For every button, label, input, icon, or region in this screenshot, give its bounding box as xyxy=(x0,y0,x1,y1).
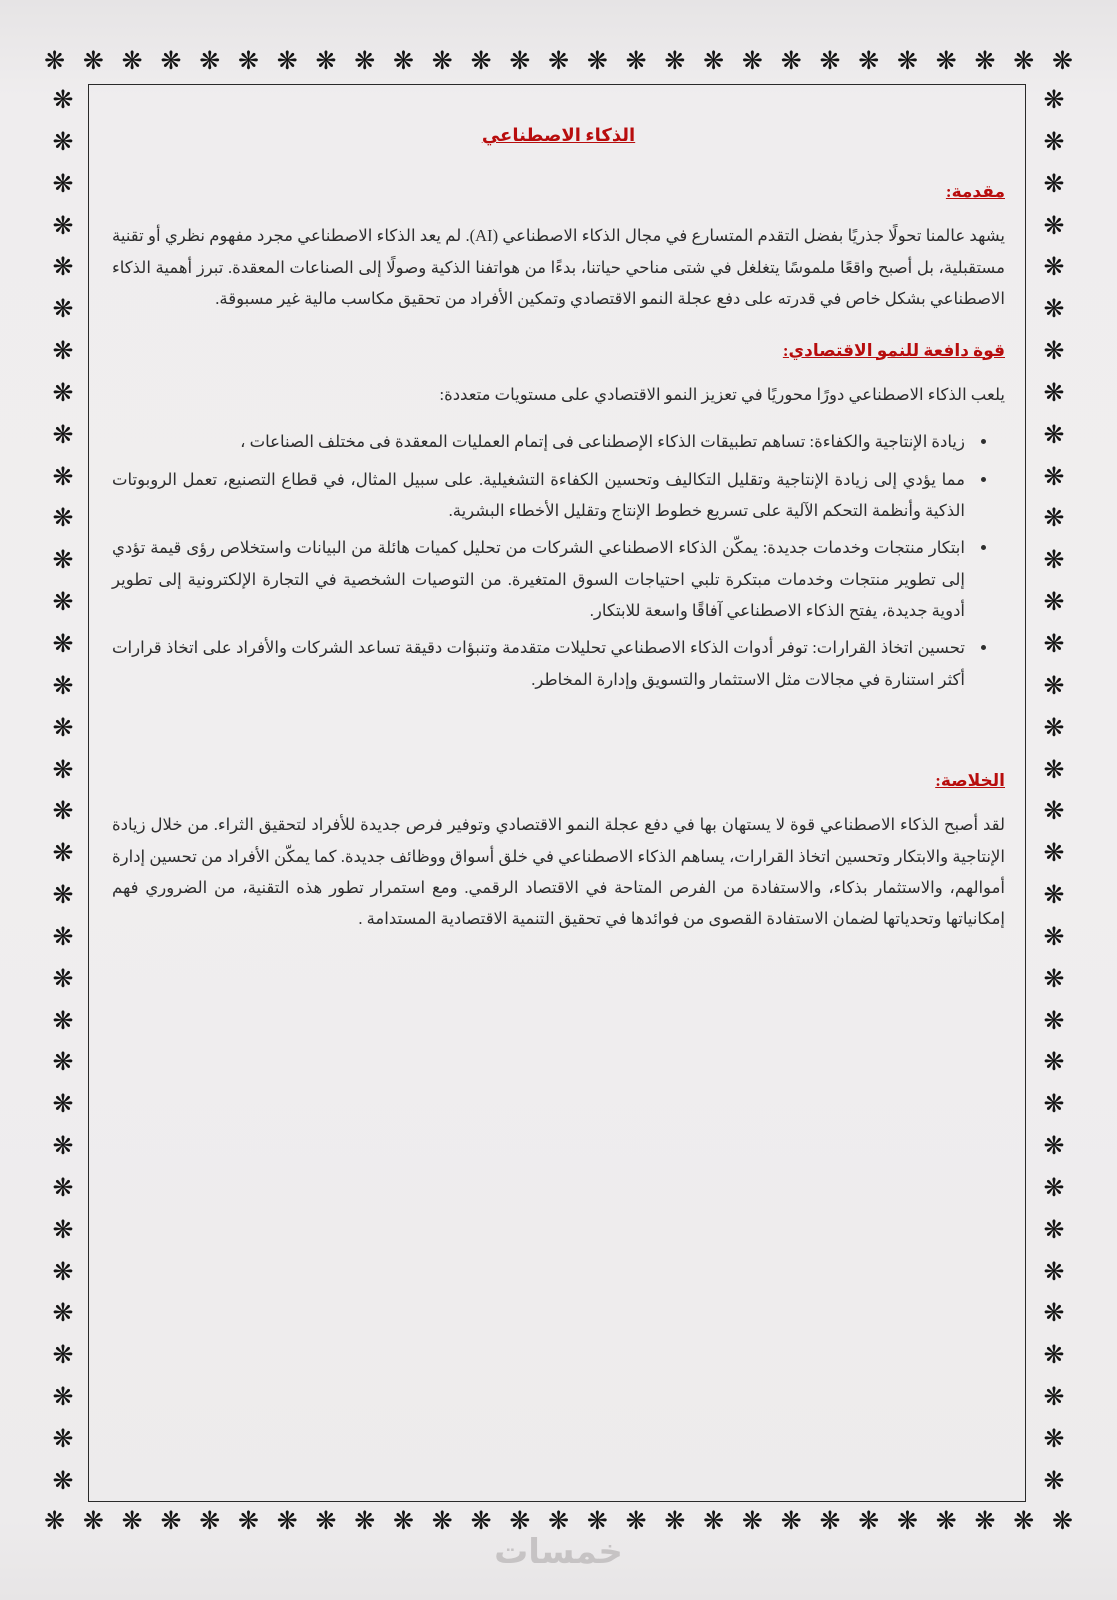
flower-ornament-icon: ❋ xyxy=(548,47,570,75)
flower-ornament-icon: ❋ xyxy=(199,47,221,75)
flower-ornament-icon: ❋ xyxy=(52,1467,74,1495)
flower-ornament-icon: ❋ xyxy=(1043,547,1065,575)
flower-ornament-icon: ❋ xyxy=(431,47,453,75)
flower-ornament-icon: ❋ xyxy=(1043,1049,1065,1077)
flower-ornament-icon: ❋ xyxy=(1043,505,1065,533)
flower-ornament-icon: ❋ xyxy=(625,1507,647,1535)
flower-ornament-icon: ❋ xyxy=(1043,254,1065,282)
flower-ornament-icon: ❋ xyxy=(52,630,74,658)
flower-ornament-icon: ❋ xyxy=(52,547,74,575)
flower-ornament-icon: ❋ xyxy=(819,47,841,75)
flower-ornament-icon: ❋ xyxy=(52,87,74,114)
list-item: • مما يؤدي إلى زيادة الإنتاجية وتقليل التكاليف وتحسين الكفاءة التشغيلية. على سبيل المثال، في قطاع التصنيع، تعمل الروبوتات الذكية وأنظمة التحكم الآلية على تسريع خطوط الإنتاج وتقليل الأخطاء البشرية. xyxy=(112,464,969,527)
flower-ornament-icon: ❋ xyxy=(548,1507,570,1535)
watermark-logo: خمسات xyxy=(494,1534,623,1571)
flower-ornament-icon: ❋ xyxy=(1043,463,1065,491)
flower-ornament-icon: ❋ xyxy=(741,47,763,75)
flower-ornament-icon: ❋ xyxy=(1043,589,1065,617)
flower-ornament-icon: ❋ xyxy=(1043,379,1065,407)
flower-ornament-icon: ❋ xyxy=(121,1507,143,1535)
flower-ornament-icon: ❋ xyxy=(974,47,996,75)
flower-ornament-icon: ❋ xyxy=(52,923,74,951)
flower-ornament-icon: ❋ xyxy=(52,714,74,742)
flower-ornament-icon: ❋ xyxy=(354,1507,376,1535)
flower-ornament-icon: ❋ xyxy=(1052,1507,1073,1535)
flower-ornament-icon: ❋ xyxy=(52,338,74,366)
flower-ornament-icon: ❋ xyxy=(237,1507,259,1535)
flower-ornament-icon: ❋ xyxy=(44,1507,66,1535)
flower-ornament-icon: ❋ xyxy=(52,1216,74,1244)
flower-ornament-icon: ❋ xyxy=(1043,882,1065,910)
flower-ornament-icon: ❋ xyxy=(1043,212,1065,240)
flower-ornament-icon: ❋ xyxy=(586,1507,608,1535)
flower-ornament-icon: ❋ xyxy=(1043,1342,1065,1370)
ornament-border-right xyxy=(1039,88,1069,1494)
flower-ornament-icon: ❋ xyxy=(82,1507,104,1535)
flower-ornament-icon: ❋ xyxy=(52,170,74,198)
flower-ornament-icon: ❋ xyxy=(52,798,74,826)
flower-ornament-icon: ❋ xyxy=(935,47,957,75)
flower-ornament-icon: ❋ xyxy=(470,1507,492,1535)
flower-ornament-icon: ❋ xyxy=(1013,47,1035,75)
flower-ornament-icon: ❋ xyxy=(858,1507,880,1535)
heading-intro: مقدمة: xyxy=(945,182,1005,202)
flower-ornament-icon: ❋ xyxy=(1043,87,1065,114)
list-item: • زيادة الإنتاجية والكفاءة: تساهم تطبيقات الذكاء الإصطناعى فى إتمام العمليات المعقدة فى مختلف الصناعات ، xyxy=(112,426,969,457)
flower-ornament-icon: ❋ xyxy=(1043,1007,1065,1035)
flower-ornament-icon: ❋ xyxy=(52,1342,74,1370)
flower-ornament-icon: ❋ xyxy=(1043,338,1065,366)
flower-ornament-icon: ❋ xyxy=(52,212,74,240)
flower-ornament-icon: ❋ xyxy=(52,965,74,993)
flower-ornament-icon: ❋ xyxy=(1043,1091,1065,1119)
flower-ornament-icon: ❋ xyxy=(819,1507,841,1535)
flower-ornament-icon: ❋ xyxy=(315,1507,337,1535)
flower-ornament-icon: ❋ xyxy=(470,47,492,75)
flower-ornament-icon: ❋ xyxy=(1043,1258,1065,1286)
flower-ornament-icon: ❋ xyxy=(160,1507,182,1535)
flower-ornament-icon: ❋ xyxy=(935,1507,957,1535)
flower-ornament-icon: ❋ xyxy=(586,47,608,75)
flower-ornament-icon: ❋ xyxy=(354,47,376,75)
flower-ornament-icon: ❋ xyxy=(1013,1507,1035,1535)
flower-ornament-icon: ❋ xyxy=(315,47,337,75)
flower-ornament-icon: ❋ xyxy=(974,1507,996,1535)
flower-ornament-icon: ❋ xyxy=(52,1091,74,1119)
flower-ornament-icon: ❋ xyxy=(1043,1384,1065,1412)
flower-ornament-icon: ❋ xyxy=(896,1507,918,1535)
flower-ornament-icon: ❋ xyxy=(52,1300,74,1328)
flower-ornament-icon: ❋ xyxy=(780,1507,802,1535)
flower-ornament-icon: ❋ xyxy=(52,840,74,868)
list-item: • تحسين اتخاذ القرارات: توفر أدوات الذكاء الاصطناعي تحليلات متقدمة وتنبؤات دقيقة تساعد الشركات والأفراد على اتخاذ قرارات أكثر استنارة في مجالات مثل الاستثمار والتسويق وإدارة المخاطر. xyxy=(112,632,969,695)
flower-ornament-icon: ❋ xyxy=(52,296,74,324)
flower-ornament-icon: ❋ xyxy=(431,1507,453,1535)
flower-ornament-icon: ❋ xyxy=(1043,1216,1065,1244)
flower-ornament-icon: ❋ xyxy=(1043,1300,1065,1328)
document-content xyxy=(112,118,1005,943)
flower-ornament-icon: ❋ xyxy=(82,47,104,75)
flower-ornament-icon: ❋ xyxy=(52,1258,74,1286)
flower-ornament-icon: ❋ xyxy=(1043,1467,1065,1495)
flower-ornament-icon: ❋ xyxy=(509,47,531,75)
flower-ornament-icon: ❋ xyxy=(52,379,74,407)
growth-lead-paragraph: يلعب الذكاء الاصطناعي دورًا محوريًا في تعزيز النمو الاقتصادي على مستويات متعددة: xyxy=(439,384,1005,404)
flower-ornament-icon: ❋ xyxy=(44,47,66,75)
flower-ornament-icon: ❋ xyxy=(1052,47,1073,75)
flower-ornament-icon: ❋ xyxy=(393,1507,414,1535)
flower-ornament-icon: ❋ xyxy=(664,1507,686,1535)
flower-ornament-icon: ❋ xyxy=(1043,923,1065,951)
flower-ornament-icon: ❋ xyxy=(1043,798,1065,826)
heading-conclusion: الخلاصة: xyxy=(935,770,1005,790)
flower-ornament-icon: ❋ xyxy=(52,1007,74,1035)
flower-ornament-icon: ❋ xyxy=(52,1049,74,1077)
flower-ornament-icon: ❋ xyxy=(52,128,74,156)
flower-ornament-icon: ❋ xyxy=(276,1507,298,1535)
flower-ornament-icon: ❋ xyxy=(1043,965,1065,993)
flower-ornament-icon: ❋ xyxy=(1043,1133,1065,1161)
flower-ornament-icon: ❋ xyxy=(52,672,74,700)
flower-ornament-icon: ❋ xyxy=(509,1507,531,1535)
flower-ornament-icon: ❋ xyxy=(1043,421,1065,449)
flower-ornament-icon: ❋ xyxy=(52,882,74,910)
flower-ornament-icon: ❋ xyxy=(703,1507,725,1535)
ornament-border-top xyxy=(44,46,1073,76)
flower-ornament-icon: ❋ xyxy=(1043,1174,1065,1202)
flower-ornament-icon: ❋ xyxy=(52,1174,74,1202)
flower-ornament-icon: ❋ xyxy=(1043,630,1065,658)
flower-ornament-icon: ❋ xyxy=(52,254,74,282)
flower-ornament-icon: ❋ xyxy=(52,1133,74,1161)
flower-ornament-icon: ❋ xyxy=(52,421,74,449)
flower-ornament-icon: ❋ xyxy=(1043,296,1065,324)
flower-ornament-icon: ❋ xyxy=(1043,672,1065,700)
flower-ornament-icon: ❋ xyxy=(52,463,74,491)
flower-ornament-icon: ❋ xyxy=(1043,714,1065,742)
page-title: الذكاء الاصطناعي xyxy=(481,125,636,145)
growth-bullet-list xyxy=(112,426,1005,695)
flower-ornament-icon: ❋ xyxy=(664,47,686,75)
flower-ornament-icon: ❋ xyxy=(1043,756,1065,784)
ornament-border-left xyxy=(48,88,78,1494)
flower-ornament-icon: ❋ xyxy=(703,47,725,75)
flower-ornament-icon: ❋ xyxy=(237,47,259,75)
flower-ornament-icon: ❋ xyxy=(780,47,802,75)
conclusion-paragraph: لقد أصبح الذكاء الاصطناعي قوة لا يستهان بها في دفع عجلة النمو الاقتصادي وتوفير فرص جديدة للأفراد لتحقيق الثراء. من خلال زيادة الإنتاجية والابتكار وتحسين اتخاذ القرارات، يساهم الذكاء الاصطناعي في خلق أسواق ووظائف جديدة. كما يمكّن الأفراد من تحسين إدارة أموالهم، والاستثمار بذكاء، والاستفادة من الفرص المتاحة في الاقتصاد الرقمي. ومع استمرار تطور هذه التقنية، من الضروري فهم إمكانياتها وتحدياتها لضمان الاستفادة القصوى من فوائدها في تحقيق التنمية الاقتصادية المستدامة . xyxy=(112,815,1005,929)
flower-ornament-icon: ❋ xyxy=(741,1507,763,1535)
flower-ornament-icon: ❋ xyxy=(52,1384,74,1412)
flower-ornament-icon: ❋ xyxy=(858,47,880,75)
flower-ornament-icon: ❋ xyxy=(52,756,74,784)
flower-ornament-icon: ❋ xyxy=(896,47,918,75)
flower-ornament-icon: ❋ xyxy=(160,47,182,75)
flower-ornament-icon: ❋ xyxy=(52,589,74,617)
intro-paragraph: يشهد عالمنا تحولًا جذريًا بفضل التقدم المتسارع في مجال الذكاء الاصطناعي (AI). لم يعد الذكاء الاصطناعي مجرد مفهوم نظري أو تقنية مستقبلية، بل أصبح واقعًا ملموسًا يتغلغل في شتى مناحي حياتنا، بدءًا من هواتفنا الذكية وصولًا إلى الصناعات المعقدة. تبرز أهمية الذكاء الاصطناعي بشكل خاص في قدرته على دفع عجلة النمو الاقتصادي وتمكين الأفراد من تحقيق مكاسب مالية غير مسبوقة. xyxy=(112,226,1006,309)
flower-ornament-icon: ❋ xyxy=(276,47,298,75)
flower-ornament-icon: ❋ xyxy=(1043,840,1065,868)
flower-ornament-icon: ❋ xyxy=(1043,1426,1065,1453)
flower-ornament-icon: ❋ xyxy=(393,47,414,75)
flower-ornament-icon: ❋ xyxy=(1043,170,1065,198)
flower-ornament-icon: ❋ xyxy=(52,505,74,533)
heading-economic-growth: قوة دافعة للنمو الاقتصادي: xyxy=(782,340,1005,360)
flower-ornament-icon: ❋ xyxy=(625,47,647,75)
list-item: • ابتكار منتجات وخدمات جديدة: يمكّن الذكاء الاصطناعي الشركات من تحليل كميات هائلة من البيانات واستخلاص رؤى قيمة تؤدي إلى تطوير منتجات وخدمات مبتكرة تلبي احتياجات السوق المتغيرة. من التوصيات الشخصية في التجارة الإلكترونية إلى تطوير أدوية جديدة، يفتح الذكاء الاصطناعي آفاقًا واسعة للابتكار. xyxy=(112,532,969,626)
flower-ornament-icon: ❋ xyxy=(199,1507,221,1535)
flower-ornament-icon: ❋ xyxy=(52,1426,74,1453)
flower-ornament-icon: ❋ xyxy=(1043,128,1065,156)
flower-ornament-icon: ❋ xyxy=(121,47,143,75)
